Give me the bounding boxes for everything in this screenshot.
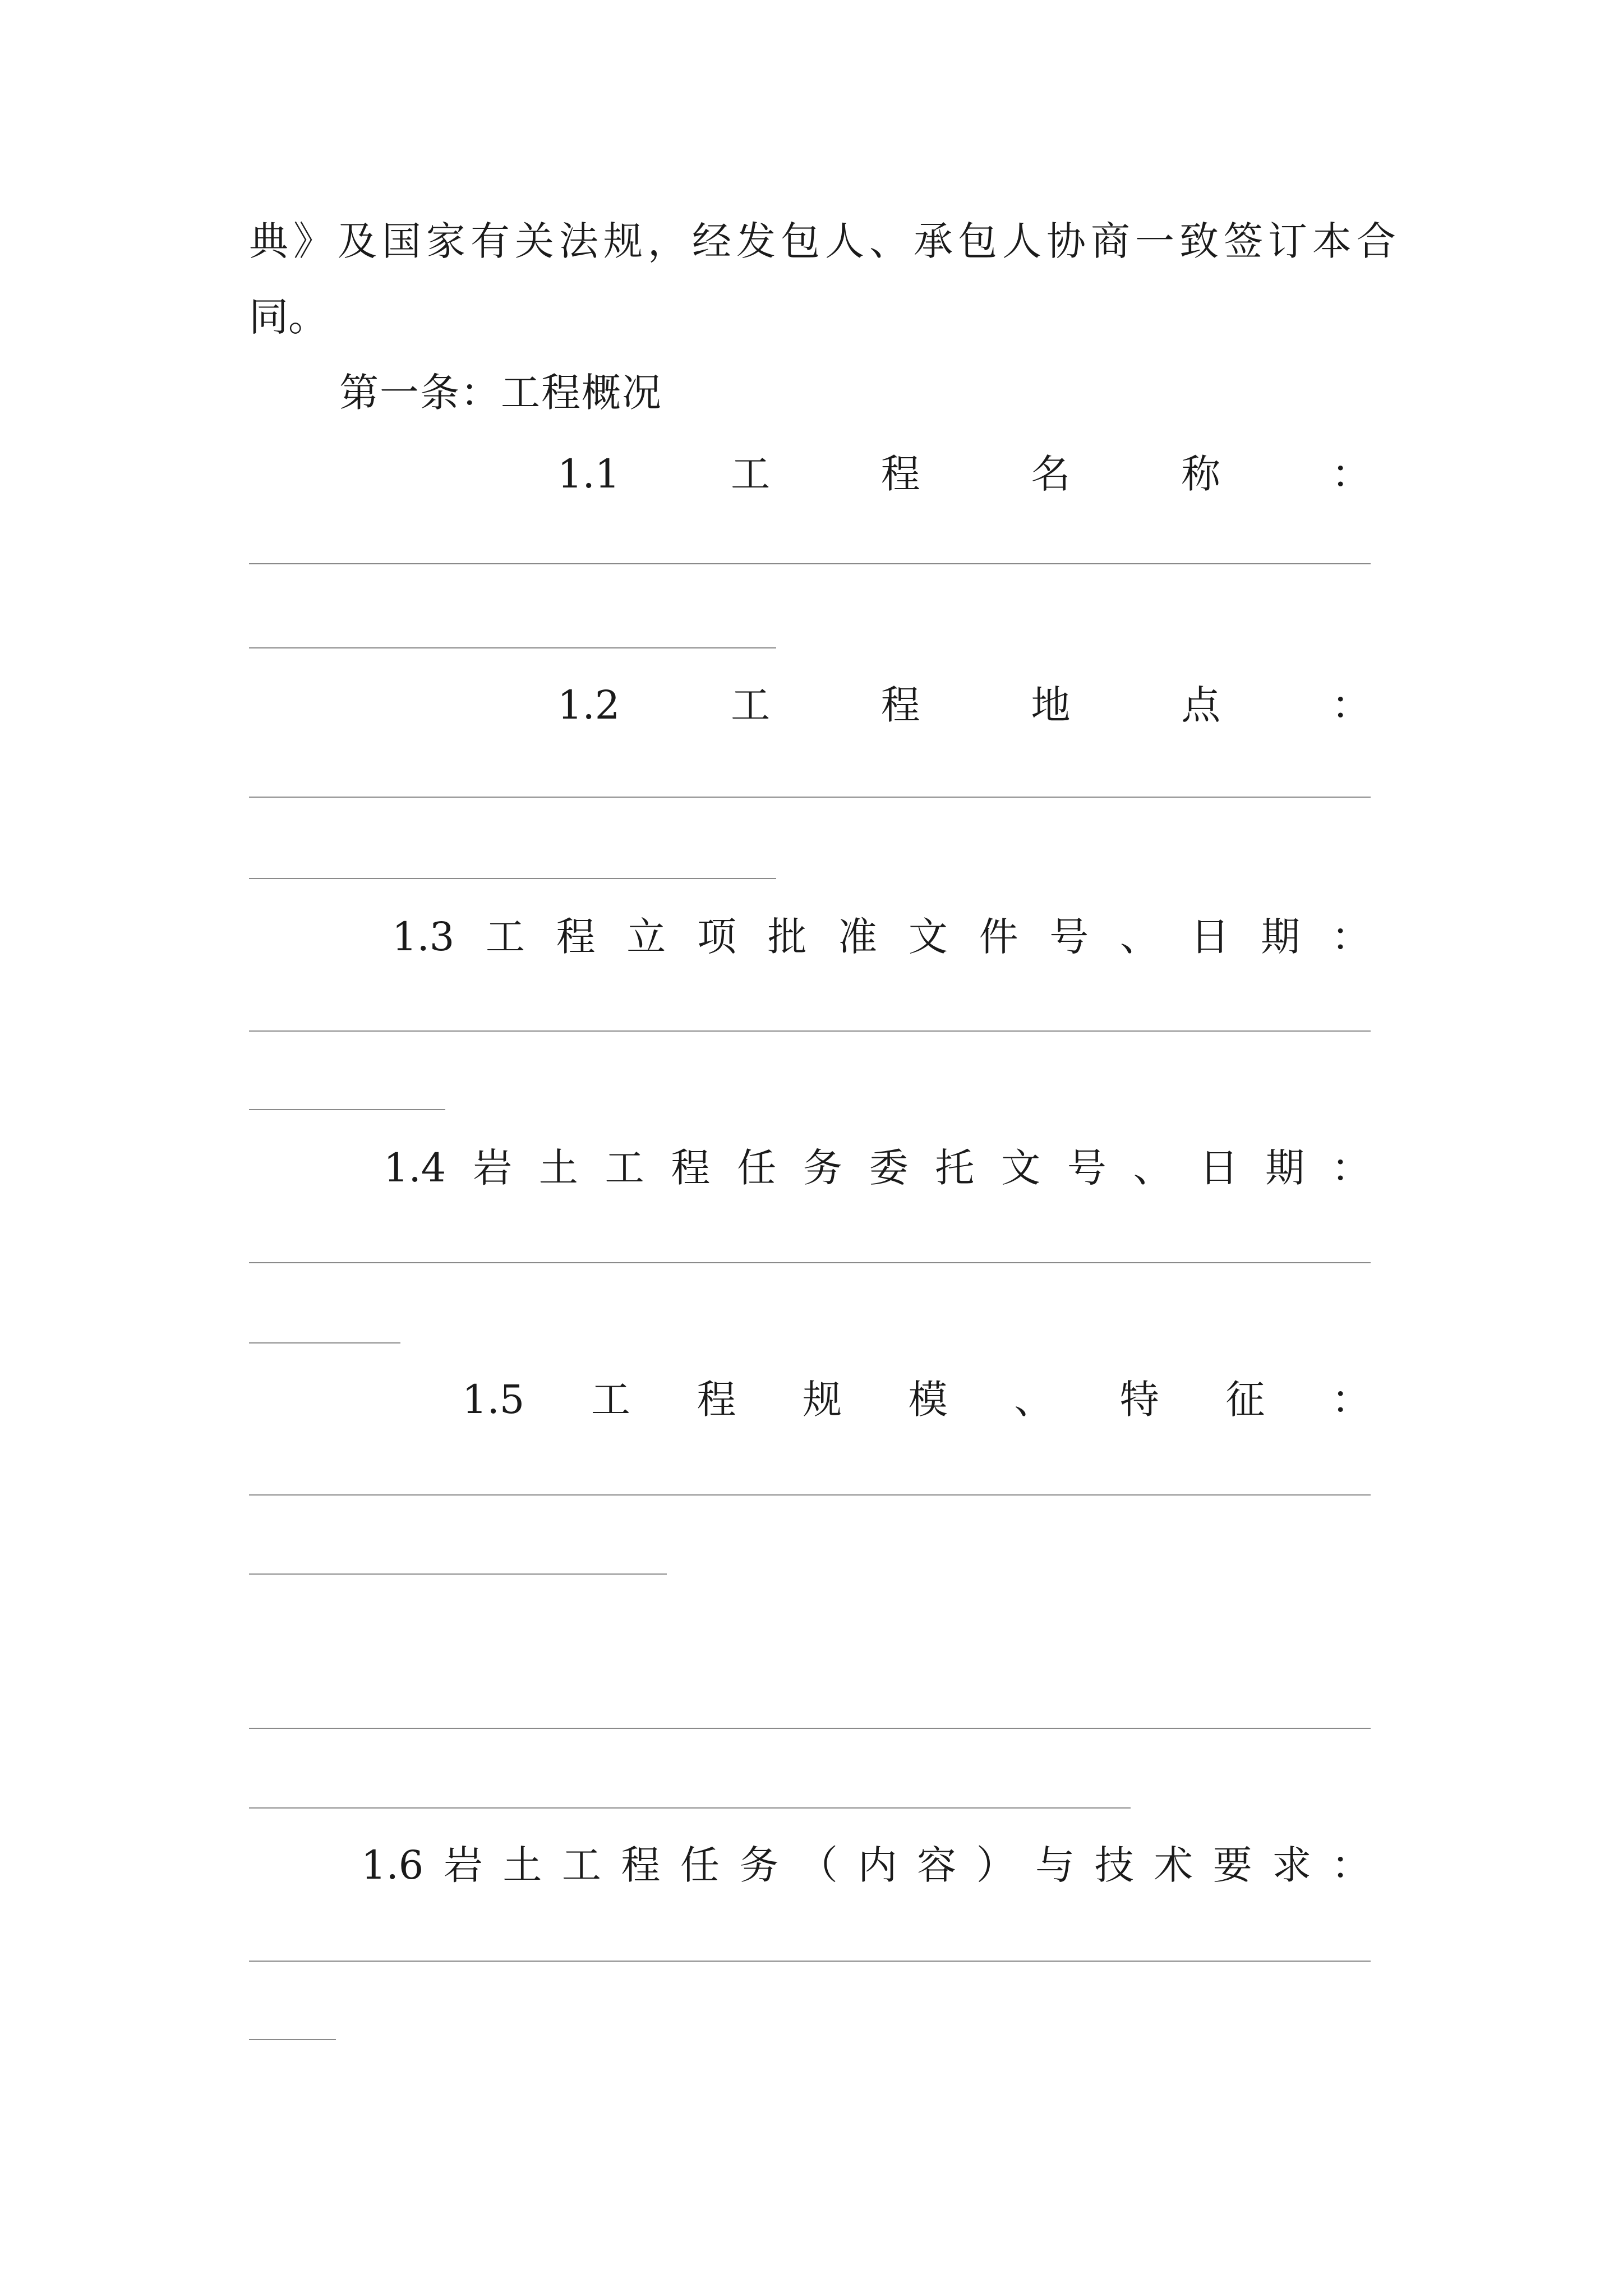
item-char: 委: [869, 1145, 909, 1191]
item-char: 工: [561, 1842, 601, 1888]
item-1-6: [249, 1840, 1371, 1890]
item-char: 托: [935, 1145, 975, 1191]
item-1-3-label: [392, 912, 1371, 962]
item-char: 任: [737, 1145, 777, 1191]
fill-in-line[interactable]: [249, 1030, 1371, 1032]
item-char: 地: [1031, 682, 1071, 728]
item-char: 岩: [443, 1842, 483, 1888]
item-char: 文: [1001, 1145, 1041, 1191]
item-char: 容: [917, 1842, 957, 1888]
fill-in-line[interactable]: [249, 797, 1371, 798]
item-char: 程: [556, 914, 596, 960]
item-char: 土: [502, 1842, 542, 1888]
item-char: 与: [1035, 1842, 1075, 1888]
item-number: 1.4: [384, 1145, 446, 1191]
intro-line-2: 同。: [249, 294, 328, 340]
item-1-2-label: [557, 680, 1371, 730]
item-char: 立: [626, 914, 666, 960]
item-char: 特: [1119, 1377, 1159, 1423]
item-char: ：: [1331, 914, 1371, 960]
item-number: 1.3: [392, 914, 455, 960]
item-number: 1.5: [462, 1377, 525, 1423]
item-char: 日: [1190, 914, 1230, 960]
item-char: 点: [1181, 682, 1221, 728]
fill-in-line[interactable]: [249, 1807, 1131, 1809]
item-char: 、: [1119, 914, 1159, 960]
item-1-5: [249, 1374, 1371, 1425]
item-char: ：: [1331, 1842, 1371, 1888]
item-char: 征: [1225, 1377, 1265, 1423]
item-char: 日: [1199, 1145, 1239, 1191]
item-1-4: [249, 1143, 1371, 1193]
item-char: ：: [1331, 1377, 1371, 1423]
item-char: 程: [621, 1842, 661, 1888]
item-char: 号: [1049, 914, 1089, 960]
item-1-6-label: [361, 1840, 1371, 1890]
item-char: 批: [767, 914, 807, 960]
item-char: 、: [1133, 1145, 1173, 1191]
item-char: 工: [605, 1145, 644, 1191]
item-number: 1.2: [557, 682, 620, 728]
item-char: 程: [880, 451, 920, 497]
item-char: 称: [1181, 451, 1221, 497]
item-char: 项: [697, 914, 736, 960]
item-char: 、: [1014, 1377, 1054, 1423]
item-char: 务: [739, 1842, 779, 1888]
fill-in-line[interactable]: [249, 647, 776, 648]
item-char: （: [799, 1842, 838, 1888]
item-1-2: [249, 680, 1371, 730]
fill-in-line[interactable]: [249, 1342, 400, 1343]
item-char: 模: [908, 1377, 948, 1423]
item-char: 程: [697, 1377, 736, 1423]
item-1-1: [249, 449, 1371, 499]
item-char: 要: [1212, 1842, 1252, 1888]
fill-in-line[interactable]: [249, 1728, 1371, 1729]
item-char: 求: [1272, 1842, 1312, 1888]
item-char: 工: [591, 1377, 630, 1423]
item-char: ：: [1331, 451, 1371, 497]
item-char: 任: [680, 1842, 720, 1888]
fill-in-line[interactable]: [249, 1494, 1371, 1496]
item-1-5-label: [462, 1374, 1371, 1425]
item-char: 技: [1094, 1842, 1134, 1888]
item-char: 件: [979, 914, 1018, 960]
item-char: 工: [485, 914, 525, 960]
item-char: 期: [1261, 914, 1301, 960]
intro-line-1: 典》及国家有关法规，经发包人、承包人协商一致签订本合: [249, 218, 1401, 264]
fill-in-line[interactable]: [249, 1961, 1371, 1962]
item-char: 内: [857, 1842, 897, 1888]
fill-in-line[interactable]: [249, 563, 1371, 564]
item-1-3: [249, 912, 1371, 962]
item-char: 期: [1265, 1145, 1305, 1191]
item-char: 术: [1154, 1842, 1193, 1888]
item-1-4-label: [384, 1143, 1371, 1193]
item-1-1-label: [557, 449, 1371, 499]
item-char: 工: [731, 451, 771, 497]
fill-in-line[interactable]: [249, 1573, 667, 1575]
fill-in-line[interactable]: [249, 2039, 336, 2040]
item-char: 号: [1067, 1145, 1106, 1191]
item-char: ）: [976, 1842, 1016, 1888]
item-char: 务: [803, 1145, 842, 1191]
item-char: 文: [908, 914, 948, 960]
item-char: 土: [538, 1145, 578, 1191]
fill-in-line[interactable]: [249, 1109, 445, 1110]
item-char: 规: [803, 1377, 842, 1423]
item-number: 1.6: [361, 1842, 424, 1888]
item-char: 名: [1031, 451, 1071, 497]
article-1-heading: 第一条：工程概况: [339, 370, 662, 416]
item-number: 1.1: [557, 451, 620, 497]
item-char: 程: [880, 682, 920, 728]
item-char: 工: [731, 682, 771, 728]
fill-in-line[interactable]: [249, 878, 776, 879]
fill-in-line[interactable]: [249, 1262, 1371, 1263]
item-char: 岩: [473, 1145, 513, 1191]
item-char: 准: [838, 914, 878, 960]
item-char: 程: [671, 1145, 711, 1191]
item-char: ：: [1331, 1145, 1371, 1191]
item-char: ：: [1331, 682, 1371, 728]
